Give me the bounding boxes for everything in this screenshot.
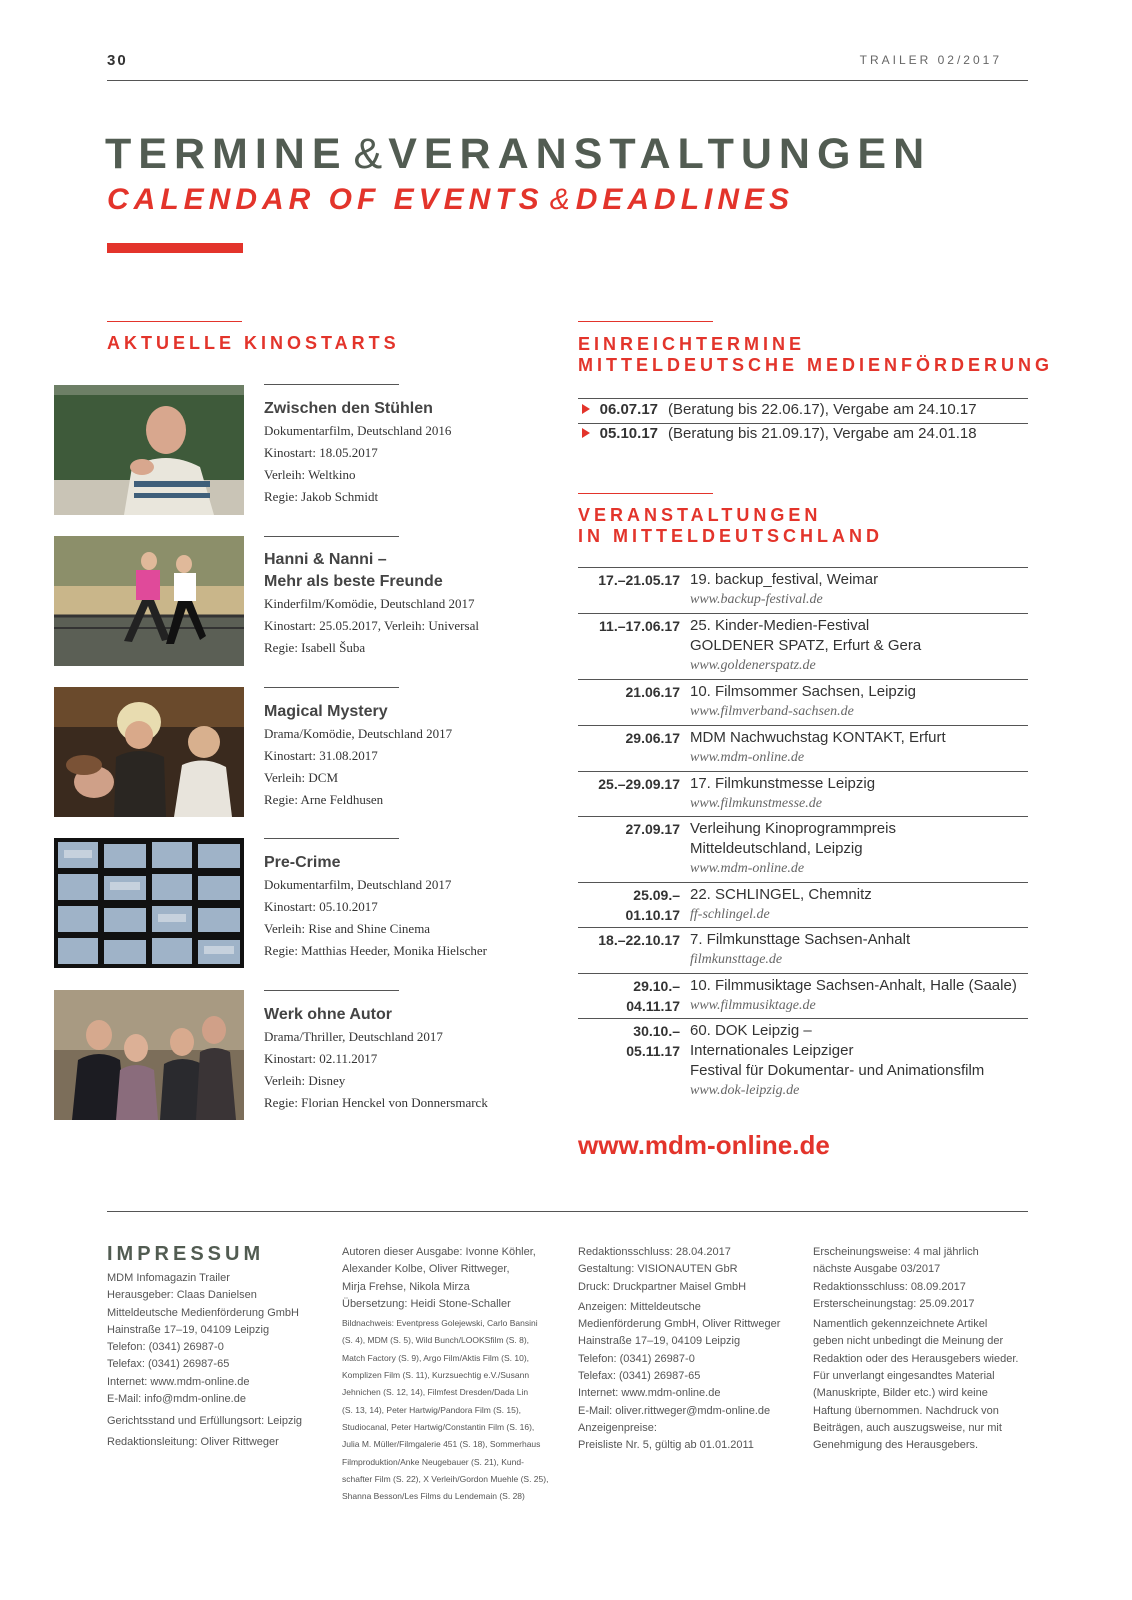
impressum-line: Anzeigenpreise:	[578, 1421, 657, 1434]
film-entry	[264, 1004, 564, 1114]
deadline-date: 05.10.17	[599, 425, 658, 442]
film-genre: Kinderfilm/Komödie, Deutschland 2017	[264, 596, 475, 611]
event-date-start: 30.10.–	[633, 1023, 680, 1039]
film-distributor: Verleih: Weltkino	[264, 467, 356, 482]
film-title: Magical Mystery	[264, 703, 388, 720]
film-rule	[264, 838, 399, 839]
film-rule	[264, 384, 399, 385]
impressum-line: Hainstraße 17–19, 04109 Leipzig	[107, 1323, 270, 1336]
event-title: 10. Filmsommer Sachsen, Leipzig	[690, 683, 916, 700]
event-date: 11.–17.06.17	[599, 618, 680, 634]
impressum-line: MDM Infomagazin Trailer	[107, 1272, 230, 1284]
impressum-col1	[107, 1270, 322, 1451]
impressum-line: Alexander Kolbe, Oliver Rittweger,	[342, 1263, 510, 1276]
film-entry	[264, 398, 564, 508]
event-link[interactable]: www.filmverband-sachsen.de	[690, 704, 854, 719]
impressum-line: Namentlich gekennzeichnete Artikel	[813, 1318, 988, 1331]
credits-line: (S. 4), MDM (S. 5), Wild Bunch/LOOKSfilm (S. 8),	[342, 1335, 530, 1346]
title-en-part1: CALENDAR OF EVENTS	[107, 183, 544, 216]
impressum-line: nächste Ausgabe 03/2017	[813, 1263, 941, 1276]
credits-line: Jehnichen (S. 12, 14), Filmfest Dresden/Dada Lin	[342, 1387, 529, 1398]
film-title: Zwischen den Stühlen	[264, 400, 433, 417]
event-title: 25. Kinder-Medien-Festival	[690, 617, 870, 634]
event-link[interactable]: www.mdm-online.de	[690, 861, 805, 876]
impressum-col3	[578, 1244, 793, 1455]
website-link[interactable]: www.mdm-online.de	[578, 1130, 830, 1160]
title-de-part2: VERANSTALTUNGEN	[388, 130, 932, 178]
film-rule	[264, 687, 399, 688]
bullet-arrow-icon	[582, 404, 590, 414]
impressum-rule	[107, 1211, 1028, 1212]
event-title: 19. backup_festival, Weimar	[690, 571, 879, 588]
deadline-rule	[578, 423, 1028, 424]
event-link[interactable]: www.backup-festival.de	[690, 592, 823, 607]
event-rule	[578, 725, 1028, 726]
impressum-line: Telefon: (0341) 26987-0	[107, 1341, 224, 1354]
impressum-line: Anzeigen: Mitteldeutsche	[578, 1300, 701, 1313]
credits-line: Studiocanal, Peter Hartwig/Constantin Film (S. 16),	[342, 1421, 535, 1432]
film-director: Regie: Arne Feldhusen	[264, 792, 384, 807]
event-date-start: 29.10.–	[633, 978, 680, 994]
film-still-pre-crime	[54, 838, 244, 968]
film-title: Hanni & Nanni –	[264, 551, 387, 568]
impressum-line: Medienförderung GmbH, Oliver Rittweger	[578, 1318, 781, 1331]
event-date: 29.06.17	[625, 730, 680, 746]
film-rule	[264, 990, 399, 991]
event-rule	[578, 679, 1028, 680]
credits-line: Match Factory (S. 9), Argo Film/Aktis Film (S. 10),	[342, 1352, 530, 1363]
impressum-line: E-Mail: oliver.rittweger@mdm-online.de	[578, 1404, 771, 1417]
deadline-row	[578, 425, 1028, 449]
film-director: Regie: Jakob Schmidt	[264, 489, 379, 504]
film-release: Kinostart: 31.08.2017	[264, 748, 378, 763]
kinostarts-rule	[107, 321, 242, 322]
einreichtermine-rule	[578, 321, 713, 322]
film-distributor: Verleih: DCM	[264, 770, 339, 785]
event-date	[578, 885, 680, 925]
impressum-line: (Manuskripte, Bilder etc.) wird keine	[813, 1387, 988, 1400]
film-genre: Dokumentarfilm, Deutschland 2017	[264, 877, 452, 892]
event-title: MDM Nachwuchstag KONTAKT, Erfurt	[690, 729, 946, 746]
impressum-line: Redaktionsschluss: 08.09.2017	[813, 1280, 966, 1293]
event-date-start: 25.09.–	[633, 887, 680, 903]
event-date-end: 01.10.17	[625, 907, 680, 923]
impressum-line: Ersterscheinungstag: 25.09.2017	[813, 1297, 975, 1310]
impressum-line: Für unverlangt eingesandtes Material	[813, 1370, 995, 1383]
title-en-part2: DEADLINES	[575, 183, 795, 216]
impressum-line: Genehmigung des Herausgebers.	[813, 1439, 979, 1452]
film-distributor: Verleih: Disney	[264, 1073, 346, 1088]
deadline-desc: (Beratung bis 22.06.17), Vergabe am 24.10.17	[668, 401, 977, 418]
credits-line: Bildnachweis: Eventpress Golejewski, Carlo Bansini	[342, 1318, 538, 1329]
event-rule	[578, 567, 1028, 568]
impressum-line: E-Mail: info@mdm-online.de	[107, 1393, 246, 1406]
impressum-line: Beiträgen, auch auszugsweise, nur mit	[813, 1421, 1002, 1434]
film-release: Kinostart: 25.05.2017, Verleih: Universal	[264, 618, 479, 633]
impressum-line: Übersetzung: Heidi Stone-Schaller	[342, 1297, 511, 1310]
film-title: Pre-Crime	[264, 854, 341, 871]
title-de-part1: TERMINE	[105, 130, 348, 178]
credits-line: Komplizen Film (S. 11), Kurzsuechtig e.V./Susann	[342, 1370, 530, 1381]
einreichtermine-heading-line2: MITTELDEUTSCHE MEDIENFÖRDERUNG	[578, 355, 1053, 375]
film-still-hanni-nanni	[54, 536, 244, 666]
film-still-magical-mystery	[54, 687, 244, 817]
impressum-line: geben nicht unbedingt die Meinung der	[813, 1335, 1004, 1348]
event-date-end: 04.11.17	[626, 998, 680, 1014]
page-subtitle	[107, 183, 794, 217]
impressum-line: Internet: www.mdm-online.de	[578, 1387, 721, 1400]
veranstaltungen-heading-line1: VERANSTALTUNGEN	[578, 505, 822, 525]
bullet-arrow-icon	[582, 428, 590, 438]
credits-line: Shanna Besson/Les Films du Lendemain (S. 28)	[342, 1491, 525, 1502]
event-title-line3: Festival für Dokumentar- und Animationsfilm	[690, 1062, 985, 1079]
event-date	[578, 976, 680, 1016]
page-number: 30	[107, 52, 128, 69]
event-rule	[578, 816, 1028, 817]
credits-line: Filmproduktion/Anke Neugebauer (S. 21), Kund-	[342, 1456, 524, 1467]
film-director: Regie: Isabell Šuba	[264, 640, 366, 655]
credits-line: (S. 13, 14), Peter Hartwig/Pandora Film (S. 15),	[342, 1404, 522, 1415]
event-rule	[578, 973, 1028, 974]
event-rule	[578, 927, 1028, 928]
header-rule	[107, 80, 1028, 81]
deadline-row	[578, 401, 1028, 425]
film-genre: Drama/Thriller, Deutschland 2017	[264, 1029, 443, 1044]
event-date-end: 05.11.17	[626, 1043, 680, 1059]
film-entry	[264, 852, 564, 962]
einreichtermine-heading	[578, 334, 1053, 376]
impressum-line: Hainstraße 17–19, 04109 Leipzig	[578, 1335, 741, 1348]
film-entry	[264, 549, 564, 659]
event-date: 18.–22.10.17	[598, 932, 680, 948]
event-rule	[578, 1018, 1028, 1019]
kinostarts-heading: AKTUELLE KINOSTARTS	[107, 333, 400, 353]
impressum-col2	[342, 1244, 557, 1505]
event-title: 60. DOK Leipzig –	[690, 1022, 812, 1039]
event-rule	[578, 771, 1028, 772]
film-genre: Dokumentarfilm, Deutschland 2016	[264, 423, 452, 438]
event-title-line2: Internationales Leipziger	[690, 1042, 854, 1059]
film-release: Kinostart: 02.11.2017	[264, 1051, 378, 1066]
event-title: 10. Filmmusiktage Sachsen-Anhalt, Halle (Saale)	[690, 977, 1017, 994]
event-title: 22. SCHLINGEL, Chemnitz	[690, 886, 872, 903]
credits-line: schafter Film (S. 22), X Verleih/Gordon Muehle (S. 25),	[342, 1473, 549, 1484]
film-genre: Drama/Komödie, Deutschland 2017	[264, 726, 453, 741]
impressum-line: Autoren dieser Ausgabe: Ivonne Köhler,	[342, 1246, 536, 1258]
einreichtermine-heading-line1: EINREICHTERMINE	[578, 334, 806, 354]
impressum-line: Redaktionsleitung: Oliver Rittweger	[107, 1435, 279, 1448]
film-distributor: Verleih: Rise and Shine Cinema	[264, 921, 431, 936]
issue-label: TRAILER 02/2017	[859, 53, 1002, 67]
veranstaltungen-heading	[578, 505, 883, 547]
film-still-werk-ohne-autor	[54, 990, 244, 1120]
veranstaltungen-heading-line2: IN MITTELDEUTSCHLAND	[578, 526, 883, 546]
deadline-date: 06.07.17	[599, 401, 658, 418]
impressum-col4	[813, 1244, 1028, 1455]
impressum-line: Gerichtsstand und Erfüllungsort: Leipzig	[107, 1415, 303, 1428]
impressum-line: Druck: Druckpartner Maisel GmbH	[578, 1280, 747, 1293]
deadline-desc: (Beratung bis 21.09.17), Vergabe am 24.01.18	[668, 425, 977, 442]
event-rule	[578, 613, 1028, 614]
impressum-line: Telefon: (0341) 26987-0	[578, 1352, 695, 1365]
impressum-line: Redaktion oder des Herausgebers wieder.	[813, 1352, 1019, 1365]
event-link[interactable]: ff-schlingel.de	[690, 907, 770, 922]
event-link[interactable]: www.filmkunstmesse.de	[690, 796, 822, 811]
deadline-top-rule	[578, 398, 1028, 399]
event-link[interactable]: www.filmmusiktage.de	[690, 998, 816, 1013]
film-release: Kinostart: 18.05.2017	[264, 445, 378, 460]
title-en-amp: &	[549, 183, 570, 216]
event-link[interactable]: www.goldenerspatz.de	[690, 658, 816, 673]
impressum-line: Preisliste Nr. 5, gültig ab 01.01.2011	[578, 1439, 754, 1452]
event-date	[578, 1021, 680, 1061]
impressum-line: Herausgeber: Claas Danielsen	[107, 1289, 257, 1302]
film-release: Kinostart: 05.10.2017	[264, 899, 378, 914]
film-rule	[264, 536, 399, 537]
film-entry	[264, 701, 564, 811]
impressum-line: Telefax: (0341) 26987-65	[107, 1358, 230, 1371]
film-title-line2: Mehr als beste Freunde	[264, 573, 443, 590]
impressum-line: Telefax: (0341) 26987-65	[578, 1370, 701, 1383]
impressum-line: Mirja Frehse, Nikola Mirza	[342, 1280, 470, 1293]
impressum-line: Gestaltung: VISIONAUTEN GbR	[578, 1263, 738, 1276]
event-date: 17.–21.05.17	[598, 572, 680, 588]
event-title: 17. Filmkunstmesse Leipzig	[690, 775, 876, 792]
event-rule	[578, 882, 1028, 883]
event-title: 7. Filmkunsttage Sachsen-Anhalt	[690, 931, 911, 948]
film-title: Werk ohne Autor	[264, 1006, 393, 1023]
event-link[interactable]: www.dok-leipzig.de	[690, 1083, 800, 1098]
event-link[interactable]: filmkunsttage.de	[690, 952, 783, 967]
film-director: Regie: Florian Henckel von Donnersmarck	[264, 1095, 488, 1110]
impressum-heading: IMPRESSUM	[107, 1243, 265, 1265]
page-title	[105, 130, 931, 179]
film-still-zwischen-den-stuehlen	[54, 385, 244, 515]
event-title-line2: GOLDENER SPATZ, Erfurt & Gera	[690, 637, 922, 654]
veranstaltungen-rule	[578, 493, 713, 494]
impressum-line: Haftung übernommen. Nachdruck von	[813, 1404, 999, 1417]
impressum-line: Redaktionsschluss: 28.04.2017	[578, 1246, 731, 1258]
credits-line: Julia M. Müller/Filmgalerie 451 (S. 18), Sommerhaus	[342, 1439, 541, 1450]
film-director: Regie: Matthias Heeder, Monika Hielscher	[264, 943, 487, 958]
event-title-line2: Mitteldeutschland, Leipzig	[690, 840, 863, 857]
title-accent-bar	[107, 243, 243, 253]
event-link[interactable]: www.mdm-online.de	[690, 750, 805, 765]
impressum-line: Erscheinungsweise: 4 mal jährlich	[813, 1246, 979, 1258]
event-date: 21.06.17	[625, 684, 680, 700]
impressum-line: Internet: www.mdm-online.de	[107, 1375, 250, 1388]
impressum-line: Mitteldeutsche Medienförderung GmbH	[107, 1306, 299, 1319]
event-title: Verleihung Kinoprogrammpreis	[690, 820, 896, 837]
event-date: 25.–29.09.17	[598, 776, 680, 792]
title-de-amp: &	[353, 130, 383, 178]
event-date: 27.09.17	[625, 821, 680, 837]
